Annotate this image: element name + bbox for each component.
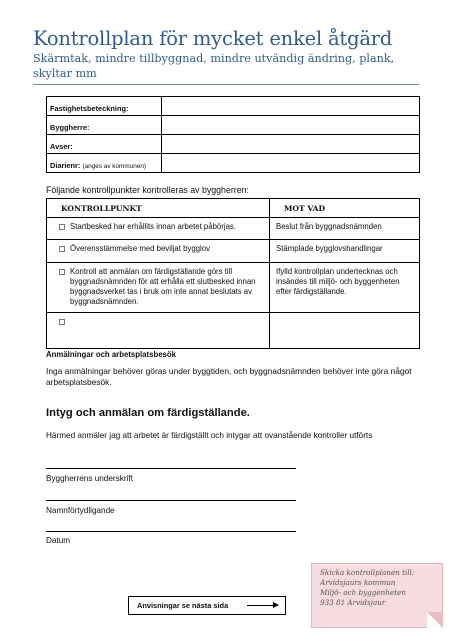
field-label: Fastighetsbeteckning: [47,97,162,116]
field-note: (anges av kommunen) [82,163,147,170]
control-point-cell [47,218,270,240]
table-row [47,263,420,313]
field-label-cell [47,154,162,173]
send-to-line: 933 81 Arvidsjaur [320,598,386,607]
table-header-row [47,199,420,218]
fastighetsbeteckning-field[interactable] [162,97,420,116]
table-row [47,154,420,173]
arrow-head-icon [273,602,279,608]
send-to-line: Arvidsjaurs kommun [320,578,396,587]
control-point-text: Kontroll att anmälan om färdigställande görs till byggnadsnämnden för att erhålla ett slutbesked innan byggnadsverket tas i bruk om inte annat beslutats av byggnadsnämnden. [70,267,256,306]
diarienr-field[interactable] [162,154,420,173]
control-against-text: Stämplade bygglovshandlingar [270,240,420,263]
name-clarification-label: Namnförtydligande [46,506,115,515]
checkbox[interactable] [59,246,65,252]
page-title: Kontrollplan för mycket enkel åtgärd [33,27,393,50]
control-lead-text: Följande kontrollpunkter kontrolleras av byggherren: [46,185,249,195]
control-point-text: Överensstämmelse med beviljat bygglov [70,244,210,253]
checkbox[interactable] [59,269,65,275]
signature-line[interactable] [46,468,296,469]
table-row [47,135,420,154]
table-row [47,97,420,116]
table-row [47,313,420,349]
control-point-cell [47,240,270,263]
anmalningar-text: Inga anmälningar behöver göras under byggtiden, och byggnadsnämnden behöver inte göra något arbetsplatsbesök. [46,366,412,387]
intyg-heading: Intyg och anmälan om färdigställande. [46,407,250,419]
column-header-mot-vad: MOT VAD [270,199,420,218]
control-point-cell [47,263,270,313]
avser-field[interactable] [162,135,420,154]
date-line[interactable] [46,531,296,532]
page-fold-icon [427,612,443,628]
send-to-line: Miljö- och byggenheten [320,588,406,597]
control-points-table [46,198,420,349]
send-to-line: Skicka kontrollplanen till: [320,568,415,577]
control-against-text[interactable] [270,313,420,349]
table-row [47,240,420,263]
control-against-text: Beslut från byggnadsnämnden [270,218,420,240]
control-against-text: Ifylld kontrollplan undertecknas och insändes till miljö- och byggenheten efter färdigställande. [270,263,420,313]
control-point-cell [47,313,270,349]
page-subtitle: Skärmtak, mindre tillbyggnad, mindre utvändig ändring, plank, skyltar mm [33,52,395,80]
next-page-text: Anvisningar se nästa sida [137,601,229,610]
property-info-table [46,96,420,173]
checkbox[interactable] [59,224,65,230]
byggherre-field[interactable] [162,116,420,135]
signature-label: Byggherrens underskrift [46,474,133,483]
arrow-right-icon [247,605,275,606]
table-row [47,116,420,135]
table-row [47,218,420,240]
checkbox[interactable] [59,319,65,325]
date-label: Datum [46,536,71,545]
anmalningar-heading: Anmälningar och arbetsplatsbesök [46,350,176,359]
header-divider [33,84,419,85]
field-label: Avser: [47,135,162,154]
intyg-text: Härmed anmäler jag att arbetet är färdigställt och intygar att ovanstående kontroller utförts [46,431,373,440]
column-header-kontrollpunkt: KONTROLLPUNKT [47,199,270,218]
name-clarification-line[interactable] [46,500,296,501]
field-label: Byggherre: [47,116,162,135]
field-label: Diarienr: [50,161,81,170]
send-to-note [311,563,443,628]
control-point-text: Startbesked har erhållits innan arbetet påbörjas. [70,222,236,231]
